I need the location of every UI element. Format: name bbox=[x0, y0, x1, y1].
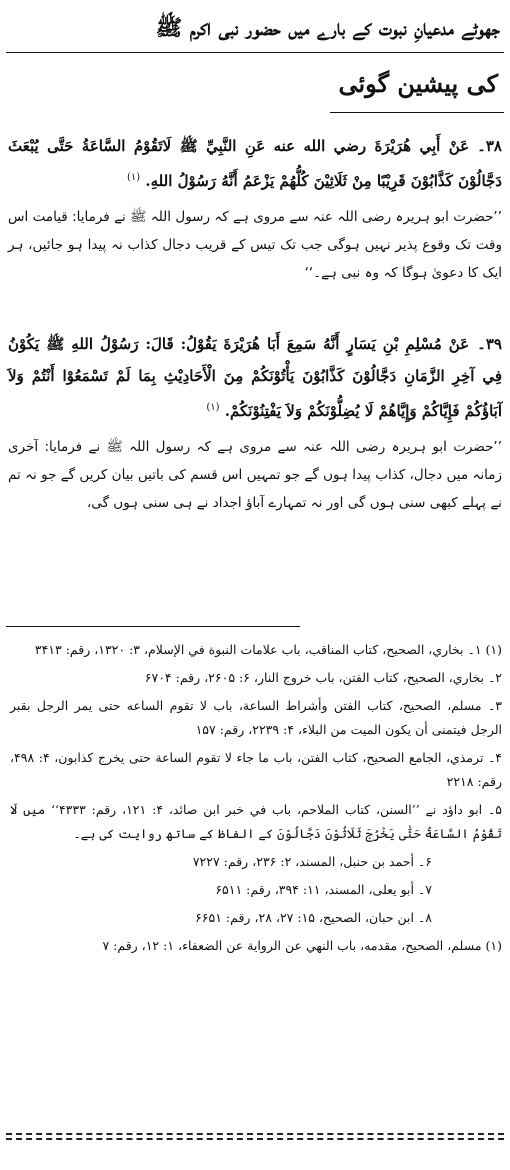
page-bottom-rule-2 bbox=[6, 1138, 504, 1140]
hadith-38-number: ۳۸۔ bbox=[477, 137, 502, 155]
hadith-38-arabic-text: عَنْ أَبِي هُرَيْرَةَ رضي الله عنه عَنِ النَّبِيِّ ﷺ لَاتَقُوْمُ السَّاعَةُ حَتَّى يُبْعَثَ دَجَّالُوْنَ كَذَّابُوْنَ قَرِيْبًا مِنْ ثَلَاثِيْنَ كُلُّهُمْ يَزْعَمُ أَنَّهُ رَسُوْلُ اللهِ. bbox=[8, 137, 502, 190]
footnote-item: ۵۔ ابو داؤد نے ’’السنن، كتاب الملاحم، باب في خبر ابن صائد، ۴: ۱۲۱، رقم: ۴۳۳۳‘‘ میں لَا تَقُوْمُ السَّاعَةُ حَتّٰى يَخْرُجَ ثَلَاثُوْنَ دَجَّالُوْنَ کے الفاظ کے ساتھ روایت کی ہے۔ bbox=[10, 802, 502, 841]
footnote-item: (۱) مسلم، الصحيح، مقدمه، باب النهي عن الرواية عن الضعفاء، ۱: ۱۲، رقم: ۷ bbox=[102, 938, 502, 953]
footnote-marker: (۱) bbox=[126, 172, 141, 183]
hadith-39 bbox=[8, 328, 502, 517]
chapter-title-line-2: کی پیشین گوئی bbox=[338, 69, 498, 98]
footnote-item: ۷۔ أبو يعلى، المسند، ۱۱: ۳۹۴، رقم: ۶۵۱۱ bbox=[215, 882, 432, 897]
hadith-38-urdu-translation: ’’حضرت ابو ہریرہ رضی اللہ عنہ سے مروی ہے کہ رسول اللہ ﷺ نے فرمایا: قیامت اس وقت تک وقوع پذیر نہیں ہوگی جب تک تیس کے قریب دجال کذاب نہ پیدا ہو جائیں، ہر ایک کا دعویٰ ہوگا کہ وہ نبی ہے۔‘‘ bbox=[8, 209, 502, 281]
page-bottom-rule bbox=[6, 1133, 504, 1135]
chapter-heading bbox=[6, 4, 504, 114]
hadith-39-arabic-text: عَنْ مُسْلِمِ بْنِ يَسَارٍ أَنَّهُ سَمِعَ أَبَا هُرَيْرَةَ يَقُوْلُ: قَالَ: رَسُوْلُ اللهِ ﷺ يَكُوْنُ فِي آخِرِ الزَّمَانِ دَجَّالُوْنَ كَذَّابُوْنَ يَأْتُوْنَكُمْ مِنَ الْأَحَادِيْثِ بِمَا لَمْ تَسْمَعُوْا أَنْتُمْ وَلاَ آبَاؤُكُمْ فَإِيَّاكُمْ وَإِيَّاهُمْ لَا يُضِلُّوْنَكُمْ وَلاَ يَفْتِنُوْنَكُمْ. bbox=[8, 335, 502, 420]
hadith-38-arabic bbox=[8, 130, 502, 197]
hadith-39-number: ۳۹۔ bbox=[477, 335, 502, 353]
footnote-item: ۴۔ ترمذي، الجامع الصحيح، كتاب الفتن، باب ما جاء لا تقوم الساعة حتى يخرج كذابون، ۴: ۴۹۸، رقم: ۲۲۱۸ bbox=[10, 750, 502, 789]
footnotes bbox=[10, 638, 502, 962]
chapter-title-line-1: جھوٹے مدعیانِ نبوت کے بارے میں حضور نبی اکرم ﷺ bbox=[155, 15, 500, 41]
footnote-item: ۲۔ بخاري، الصحيح، كتاب الفتن، باب خروج النار، ۶: ۲۶۰۵، رقم: ۶۷۰۴ bbox=[144, 670, 502, 685]
footnote-item: ۸۔ ابن حبان، الصحيح، ۱۵: ۲۷، ۲۸، رقم: ۶۶۵۱ bbox=[195, 910, 432, 925]
title-underline-2 bbox=[330, 112, 504, 113]
footnote-item: ۳۔ مسلم، الصحيح، كتاب الفتن وأشراط الساعة، باب لا تقوم الساعه حتى يمر الرجل بقبر الرجل فيتمنى أن يكون الميت من البلاء، ۴: ۲۲۳۹، رقم: ۱۵۷ bbox=[10, 698, 502, 737]
hadith-38 bbox=[8, 130, 502, 287]
footnote-item: (۱) ۱۔ بخاري، الصحيح، كتاب المناقب، باب علامات النبوة في الإسلام، ۳: ۱۳۲۰، رقم: ۳۴۱۳ bbox=[34, 642, 502, 657]
footnote-marker: (۱) bbox=[206, 402, 220, 413]
footnote-separator bbox=[6, 626, 300, 627]
hadith-39-arabic bbox=[8, 328, 502, 427]
footnote-item: ۶۔ أحمد بن حنبل، المسند، ۲: ۲۳۶، رقم: ۷۲۲۷ bbox=[192, 854, 432, 869]
title-underline-1 bbox=[6, 52, 504, 53]
hadith-39-urdu-translation: ’’حضرت ابو ہریرہ رضی اللہ عنہ سے مروی ہے کہ رسول اللہ ﷺ نے فرمایا: آخری زمانہ میں دجال، کذاب پیدا ہوں گے جو تمہیں اس قسم کی باتیں بیان کریں گے جو نہ تم نے پہلے کبھی سنی ہوں گی اور نہ تمہارے آباؤ اجداد نے ہی سنی ہوں گی، bbox=[8, 439, 502, 511]
